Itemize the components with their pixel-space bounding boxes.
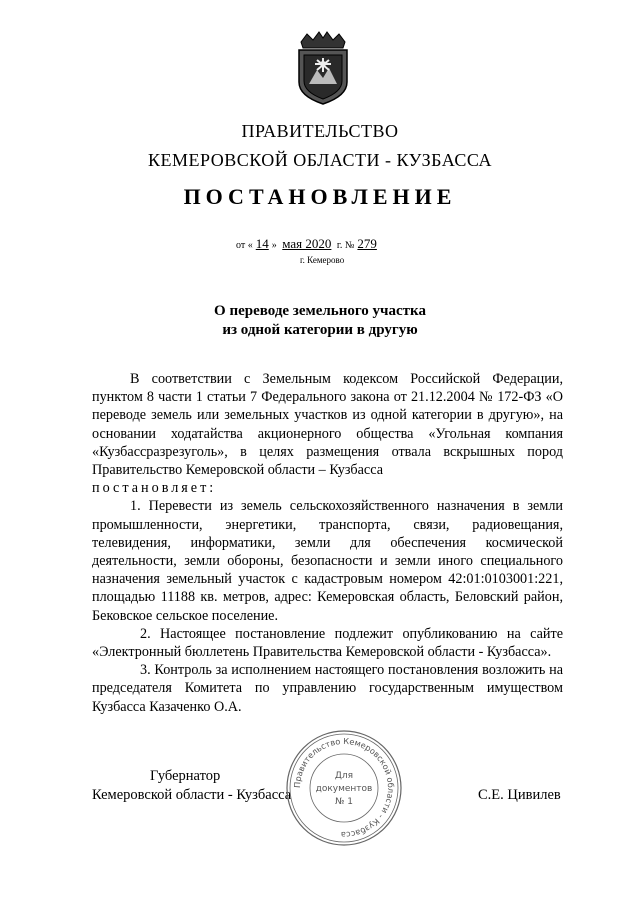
stamp-center-line-3: № 1 bbox=[335, 797, 353, 807]
subject-line-1: О переводе земельного участка bbox=[214, 303, 426, 319]
preamble-paragraph: В соответствии с Земельным кодексом Российской Федерации, пунктом 8 части 1 статьи 7 Федерального закона от 21.12.2004 № 172-ФЗ «О переводе земель или земельных участков из одной категории в другую», на основании ходатайства акционерного общества «Угольная компания «Кузбассразрезуголь», в целях размещения отвала вскрышных пород Правительство Кемеровской области – Кузбасса bbox=[92, 371, 563, 479]
stamp-center-line-2: документов bbox=[315, 784, 373, 794]
stamp-ring-text: Правительство Кемеровской области - Кузбасса bbox=[291, 735, 397, 841]
government-title: ПРАВИТЕЛЬСТВО bbox=[241, 121, 399, 141]
signatory-title: Губернатор bbox=[150, 768, 221, 784]
region-title: КЕМЕРОВСКОЙ ОБЛАСТИ - КУЗБАССА bbox=[148, 150, 492, 170]
date-month-year: мая 2020 bbox=[282, 236, 332, 251]
date-sep: » bbox=[271, 240, 277, 251]
date-day: 14 bbox=[255, 236, 269, 251]
date-prefix: от « bbox=[236, 240, 253, 251]
signatory-region: Кемеровской области - Кузбасса bbox=[92, 787, 292, 803]
resolves-label: постановляет: bbox=[92, 480, 217, 497]
date-number-prefix: г. № bbox=[336, 240, 355, 251]
official-stamp bbox=[284, 728, 404, 848]
document-number: 279 bbox=[357, 236, 377, 251]
document-type: ПОСТАНОВЛЕНИЕ bbox=[183, 184, 457, 209]
document-body bbox=[92, 370, 563, 716]
subject-line-2: из одной категории в другую bbox=[222, 322, 418, 338]
city-label: г. Кемерово bbox=[300, 255, 345, 265]
signatory-name: С.Е. Цивилев bbox=[478, 787, 561, 803]
stamp-center-line-1: Для bbox=[334, 771, 354, 781]
item-2-paragraph: 2. Настоящее постановление подлежит опубликованию на сайте «Электронный бюллетень Правительства Кемеровской области - Кузбасса». bbox=[92, 625, 563, 661]
date-line bbox=[236, 236, 380, 252]
coat-of-arms-emblem bbox=[295, 30, 351, 106]
item-1-paragraph: 1. Перевести из земель сельскохозяйственного назначения в земли промышленности, энергетики, транспорта, связи, радиовещания, телевидения, информатики, земли для обеспечения космической деятельности, земли обороны, безопасности и земли иного специального назначения земельный участок с кадастровым номером 42:01:0103001:221, площадью 11188 кв. метров, адрес: Кемеровская область, Беловский район, Бековское сельское поселение. bbox=[92, 498, 563, 624]
item-3-paragraph: 3. Контроль за исполнением настоящего постановления возложить на председателя Комитета по управлению государственным имуществом Кузбасса Казаченко О.А. bbox=[92, 662, 563, 715]
document-subject bbox=[0, 302, 640, 340]
